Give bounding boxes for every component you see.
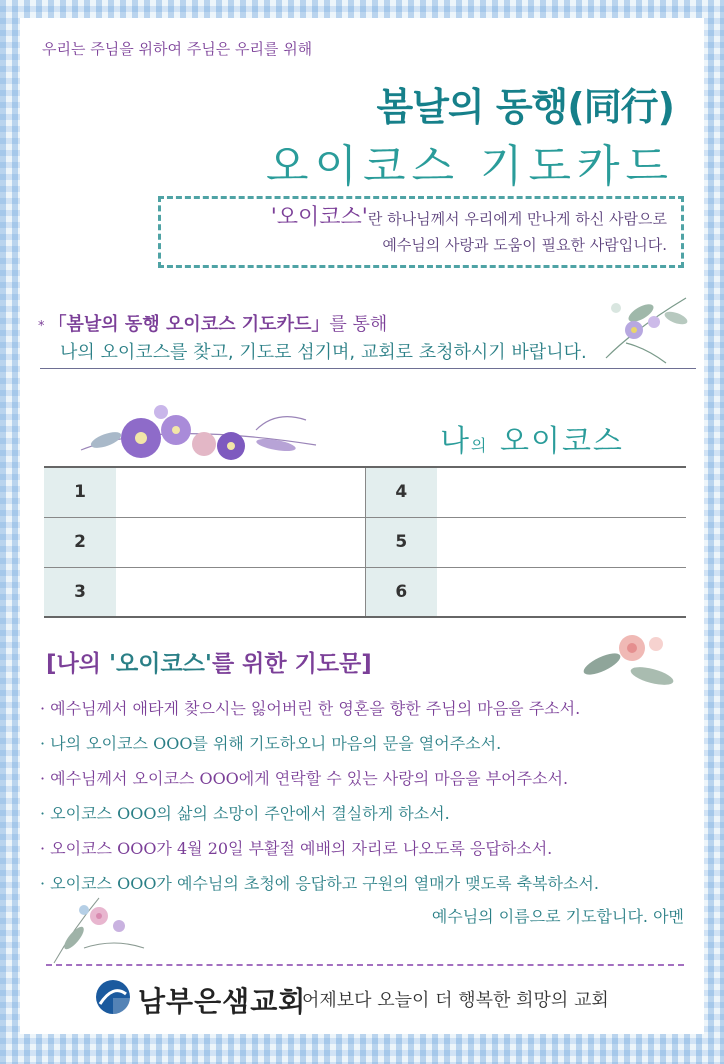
prayer-heading-quote: '오이코스' [108, 651, 212, 677]
name-field[interactable] [437, 467, 686, 517]
flower-decoration-top-right-icon [586, 288, 696, 368]
prayer-heading-close: 를 위한 기도문] [211, 651, 372, 677]
intro-line2: 나의 오이코스를 찾고, 기도로 섬기며, 교회로 초청하시기 바랍니다. [60, 342, 587, 363]
top-tagline: 우리는 주님을 위하여 주님은 우리를 위해 [42, 40, 313, 58]
prayer-card [20, 18, 704, 1034]
table-row [44, 517, 686, 567]
name-field[interactable] [116, 517, 365, 567]
church-logo-icon [96, 980, 130, 1014]
flower-decoration-table-icon [76, 390, 326, 472]
footer-divider [46, 964, 684, 966]
prayer-heading [46, 645, 372, 678]
table-row [44, 567, 686, 617]
card-title: 봄날의 동행(同行) [376, 85, 674, 129]
row-number: 6 [365, 567, 437, 617]
prayer-item: · 오이코스 OOO가 4월 20일 부활절 예배의 자리로 나오도록 응답하소서. [40, 839, 553, 858]
definition-line2: 예수님의 사랑과 도움이 필요한 사람입니다. [382, 236, 667, 254]
table-row [44, 467, 686, 517]
prayer-heading-open: [나의 [46, 651, 109, 677]
intro-rest: 를 통해 [329, 314, 388, 335]
my-oikos-word2: 오이코스 [488, 424, 624, 459]
name-field[interactable] [116, 467, 365, 517]
row-number: 2 [44, 517, 116, 567]
prayer-item: · 오이코스 OOO의 삶의 소망이 주안에서 결실하게 하소서. [40, 804, 450, 823]
intro-bold: 「봄날의 동행 오이코스 기도카드」 [48, 314, 330, 335]
section-divider [40, 368, 696, 369]
church-slogan: 어제보다 오늘이 더 행복한 희망의 교회 [302, 990, 609, 1011]
oikos-table [44, 466, 686, 618]
definition-box [158, 196, 684, 268]
card-subtitle: 오이코스 기도카드 [265, 141, 674, 192]
flower-decoration-prayer-icon [572, 624, 682, 694]
definition-term: '오이코스' [270, 205, 368, 230]
row-number: 5 [365, 517, 437, 567]
prayer-item: · 오이코스 OOO가 예수님의 초청에 응답하고 구원의 열매가 맺도록 축복하소서. [40, 874, 599, 893]
flower-decoration-bottom-left-icon [44, 888, 154, 968]
church-name: 남부은샘교회 [138, 985, 307, 1018]
row-number: 1 [44, 467, 116, 517]
intro-line1 [38, 310, 387, 336]
row-number: 4 [365, 467, 437, 517]
name-field[interactable] [437, 517, 686, 567]
prayer-closing: 예수님의 이름으로 기도합니다. 아멘 [431, 907, 684, 926]
prayer-item: · 예수님께서 오이코스 OOO에게 연락할 수 있는 사랑의 마음을 부어주소서. [40, 769, 569, 788]
prayer-item: · 나의 오이코스 OOO를 위해 기도하오니 마음의 문을 열어주소서. [40, 734, 502, 753]
asterisk-mark: * [38, 319, 45, 334]
prayer-item: · 예수님께서 애타게 찾으시는 잃어버린 한 영혼을 향한 주님의 마음을 주소서. [40, 699, 581, 718]
definition-line1: 란 하나님께서 우리에게 만나게 하신 사람으로 [367, 210, 667, 228]
name-field[interactable] [116, 567, 365, 617]
name-field[interactable] [437, 567, 686, 617]
my-oikos-word1: 나 [440, 424, 471, 459]
my-oikos-heading [440, 416, 624, 460]
row-number: 3 [44, 567, 116, 617]
my-oikos-particle: 의 [470, 436, 489, 455]
